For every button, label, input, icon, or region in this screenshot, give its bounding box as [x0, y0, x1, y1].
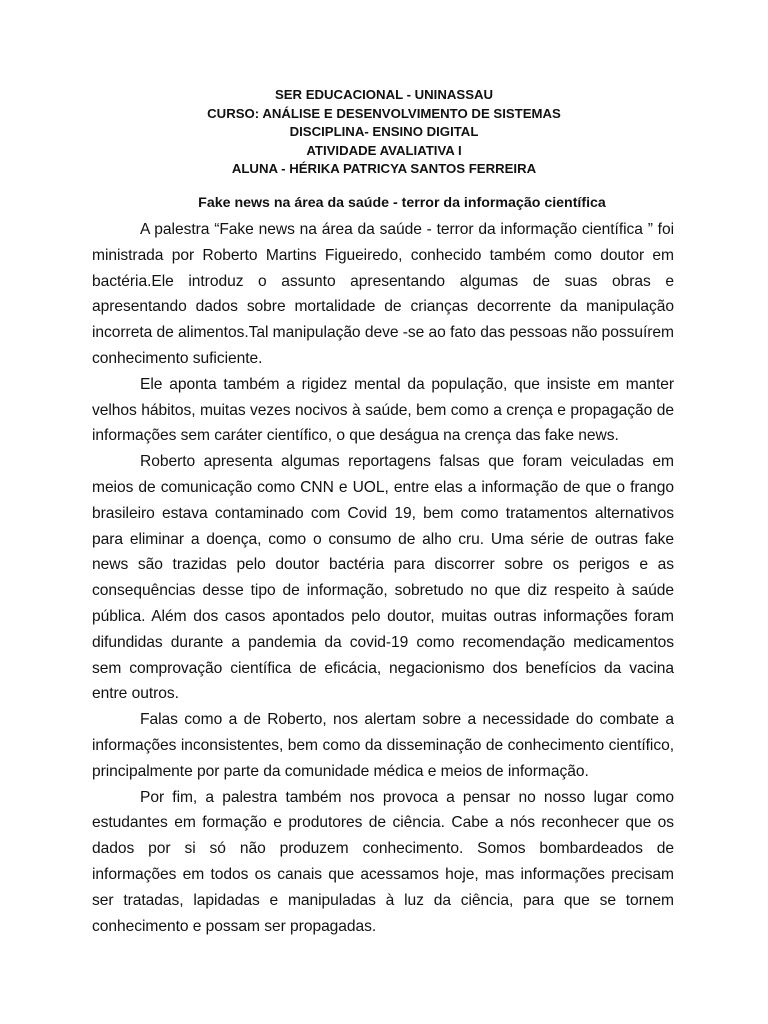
document-header [0, 86, 768, 179]
document-title: Fake news na área da saúde - terror da informação científica [198, 195, 606, 211]
paragraph: A palestra “Fake news na área da saúde - terror da informação científica ” foi ministrada por Roberto Martins Figueiredo, conhecido também como doutor em bactéria.Ele introduz o assunto apresentando algumas de suas obras e apresentando dados sobre mortalidade de crianças decorrente da manipulação incorreta de alimentos.Tal manipulação deve -se ao fato das pessoas não possuírem conhecimento suficiente. [92, 221, 674, 367]
paragraph: Roberto apresenta algumas reportagens falsas que foram veiculadas em meios de comunicação como CNN e UOL, entre elas a informação de que o frango brasileiro estava contaminado com Covid 19, bem como tratamentos alternativos para eliminar a doença, como o consumo de alho cru. Uma série de outras fake news são trazidas pelo doutor bactéria para discorrer sobre os perigos e as consequências desse tipo de informação, sobretudo no que diz respeito à saúde pública. Além dos casos apontados pelo doutor, muitas outras informações foram difundidas durante a pandemia da covid-19 como recomendação medicamentos sem comprovação científica de eficácia, negacionismo dos benefícios da vacina entre outros. [92, 453, 674, 703]
header-student: ALUNA - HÉRIKA PATRICYA SANTOS FERREIRA [231, 161, 537, 177]
header-course: CURSO: ANÁLISE E DESENVOLVIMENTO DE SISTEMAS [207, 105, 561, 121]
header-discipline: DISCIPLINA- ENSINO DIGITAL [289, 124, 479, 140]
paragraph: Falas como a de Roberto, nos alertam sobre a necessidade do combate a informações inconsistentes, bem como da disseminação de conhecimento científico, principalmente por parte da comunidade médica e meios de informação. [92, 711, 674, 780]
header-institution: SER EDUCACIONAL - UNINASSAU [274, 87, 494, 102]
header-activity: ATIVIDADE AVALIATIVA I [306, 142, 462, 158]
document-body [92, 217, 674, 939]
paragraph: Por fim, a palestra também nos provoca a pensar no nosso lugar como estudantes em formação e produtores de ciência. Cabe a nós reconhecer que os dados por si só não produzem conhecimento. Somos bombardeados de informações em todos os canais que acessamos hoje, mas informações precisam ser tratadas, lapidadas e manipuladas à luz da ciência, para que se tornem conhecimento e possam ser propagadas. [92, 788, 674, 935]
paragraph: Ele aponta também a rigidez mental da população, que insiste em manter velhos hábitos, muitas vezes nocivos à saúde, bem como a crença e propagação de informações sem caráter científico, o que deságua na crença das fake news. [92, 375, 674, 445]
